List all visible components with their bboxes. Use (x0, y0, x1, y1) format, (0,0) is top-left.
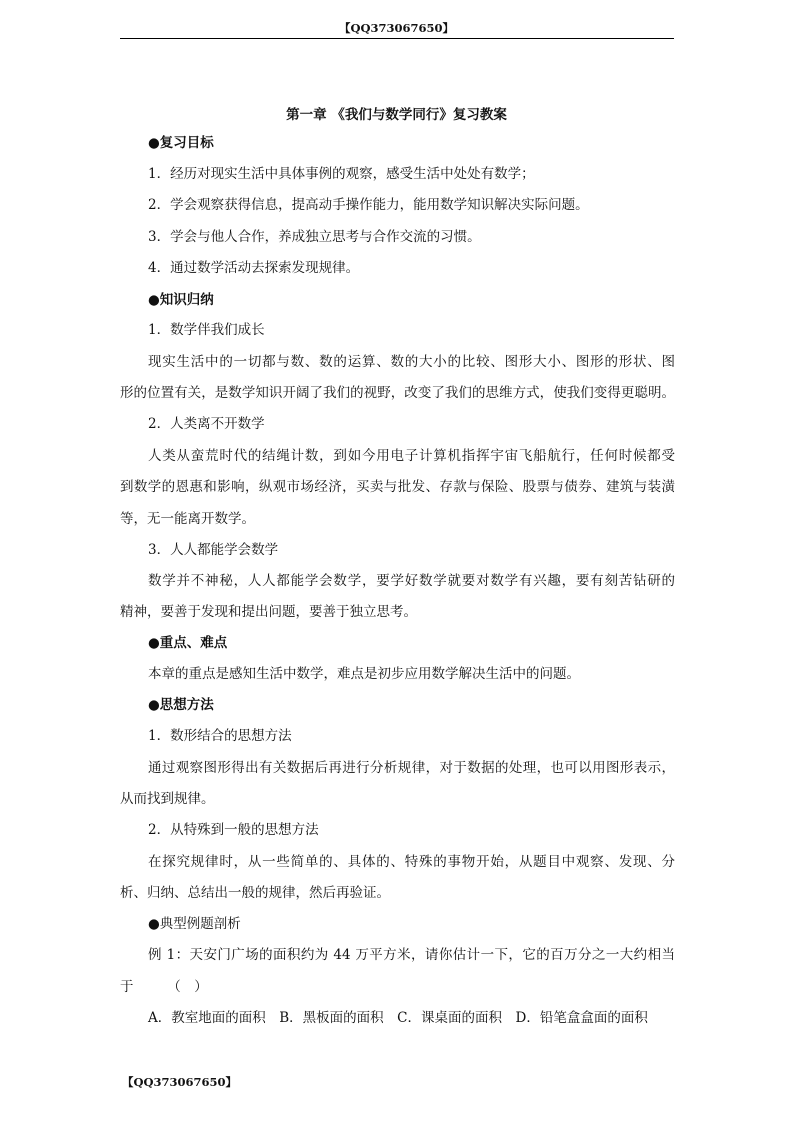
subheading: 1．数形结合的思想方法 (148, 728, 292, 744)
example-question-line: 于 （ ） (120, 979, 208, 995)
goal-item: 1．经历对现实生活中具体事例的观察，感受生活中处处有数学； (148, 166, 535, 182)
subheading: 1．数学伴我们成长 (148, 322, 265, 338)
paragraph-line: 形的位置有关，是数学知识开阔了我们的视野，改变了我们的思维方式，使我们变得更聪明。 (120, 385, 675, 401)
header-rule (120, 38, 674, 39)
section-heading-knowledge: ●知识归纳 (148, 292, 214, 308)
paragraph-line: 析、归纳、总结出一般的规律，然后再验证。 (120, 885, 390, 901)
paragraph-line: 现实生活中的一切都与数、数的运算、数的大小的比较、图形大小、图形的形状、图 (148, 354, 675, 370)
document-title: 第一章 《我们与数学同行》复习教案 (286, 107, 507, 123)
subheading: 2．人类离不开数学 (148, 416, 265, 432)
section-heading-goals: ●复习目标 (148, 135, 214, 151)
paragraph-line: 从而找到规律。 (120, 791, 215, 807)
page-header: 【QQ373067650】 (338, 21, 455, 35)
subheading: 2．从特殊到一般的思想方法 (148, 822, 319, 838)
section-heading-examples: ●典型例题剖析 (148, 916, 241, 932)
paragraph-line: 人类从蛮荒时代的结绳计数，到如今用电子计算机指挥宇宙飞船航行，任何时候都受 (148, 448, 675, 464)
example-options: A．教室地面的面积 B．黑板面的面积 C．课桌面的面积 D．铅笔盒盒面的面积 (148, 1010, 648, 1026)
paragraph-line: 到数学的恩惠和影响，纵观市场经济，买卖与批发、存款与保险、股票与债券、建筑与装潢 (120, 479, 675, 495)
section-heading-key-points: ●重点、难点 (148, 635, 228, 651)
paragraph-line: 本章的重点是感知生活中数学，难点是初步应用数学解决生活中的问题。 (148, 666, 580, 682)
example-question-line: 例 1：天安门广场的面积约为 44 万平方米，请你估计一下，它的百万分之一大约相当 (148, 947, 675, 963)
paragraph-line: 通过观察图形得出有关数据后再进行分析规律，对于数据的处理，也可以用图形表示， (148, 760, 675, 776)
page-footer: 【QQ373067650】 (122, 1075, 238, 1089)
goal-item: 4．通过数学活动去探索发现规律。 (148, 260, 360, 276)
section-heading-methods: ●思想方法 (148, 697, 214, 713)
paragraph-line: 数学并不神秘，人人都能学会数学，要学好数学就要对数学有兴趣，要有刻苦钻研的 (148, 573, 675, 589)
goal-item: 3．学会与他人合作，养成独立思考与合作交流的习惯。 (148, 229, 481, 245)
goal-item: 2．学会观察获得信息，提高动手操作能力，能用数学知识解决实际问题。 (148, 197, 589, 213)
paragraph-line: 精神，要善于发现和提出问题，要善于独立思考。 (120, 604, 417, 620)
subheading: 3．人人都能学会数学 (148, 542, 279, 558)
paragraph-line: 等，无一能离开数学。 (120, 511, 255, 527)
paragraph-line: 在探究规律时，从一些简单的、具体的、特殊的事物开始，从题目中观察、发现、分 (148, 854, 675, 870)
